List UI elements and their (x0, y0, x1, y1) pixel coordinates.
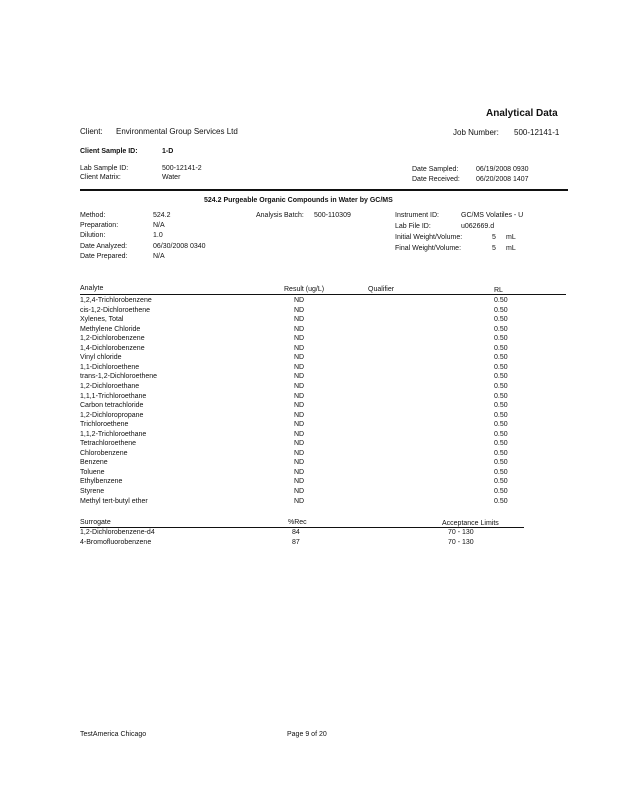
rl-header: RL (494, 287, 503, 294)
qualifier-header: Qualifier (368, 286, 395, 293)
result-cell: ND (294, 363, 305, 371)
table-row (0, 538, 618, 547)
result-cell: ND (294, 392, 305, 400)
date-received-value: 06/20/2008 1407 (476, 176, 529, 183)
table-row (0, 528, 618, 537)
final-weight-value: 5 (492, 245, 496, 252)
rl-cell: 0.50 (494, 449, 508, 457)
date-received-label: Date Received: (412, 176, 460, 183)
analyte-cell: Methylene Chloride (80, 325, 141, 333)
result-cell: ND (294, 468, 305, 476)
result-cell: ND (294, 478, 305, 486)
table-row (0, 458, 618, 467)
final-weight-label: Final Weight/Volume: (395, 245, 462, 252)
rl-cell: 0.50 (494, 497, 508, 505)
analysis-batch-value: 500-110309 (314, 212, 351, 219)
initial-weight-value: 5 (492, 234, 496, 241)
result-cell: ND (294, 440, 305, 448)
result-cell: ND (294, 306, 305, 314)
table-row (0, 344, 618, 353)
rl-cell: 0.50 (494, 421, 508, 429)
analyte-cell: 1,4-Dichlorobenzene (80, 344, 145, 352)
table-row (0, 392, 618, 401)
surrogate-header: Surrogate (80, 519, 111, 526)
result-cell: ND (294, 373, 305, 381)
rl-cell: 0.50 (494, 325, 508, 333)
analyte-cell: Styrene (80, 488, 105, 495)
table-row (0, 449, 618, 458)
rl-cell: 0.50 (494, 335, 508, 343)
table-row (0, 315, 618, 324)
limits-header: Acceptance Limits (442, 520, 499, 527)
rec-header: %Rec (288, 519, 307, 526)
client-label: Client: (80, 127, 103, 136)
analyte-cell: 1,1,2-Trichloroethane (80, 430, 147, 438)
analyte-cell: Toluene (80, 468, 105, 476)
analyte-cell: Methyl tert-butyl ether (80, 497, 148, 505)
final-weight-unit: mL (506, 245, 516, 252)
lab-file-id-label: Lab File ID: (395, 223, 431, 230)
date-prepared-label: Date Prepared: (80, 253, 128, 260)
rl-cell: 0.50 (494, 468, 508, 476)
result-cell: ND (294, 421, 305, 429)
rl-cell: 0.50 (494, 402, 508, 410)
rl-cell: 0.50 (494, 459, 508, 467)
section-title: 524.2 Purgeable Organic Compounds in Water by GC/MS (204, 197, 393, 204)
lab-sample-id-label: Lab Sample ID: (80, 165, 129, 172)
table-row (0, 477, 618, 486)
analyte-header: Analyte (80, 285, 104, 292)
rl-cell: 0.50 (494, 411, 508, 419)
initial-weight-label: Initial Weight/Volume: (395, 234, 463, 241)
client-sample-id-label: Client Sample ID: (80, 148, 138, 155)
table-row (0, 468, 618, 477)
analyte-cell: Benzene (80, 459, 108, 467)
analyte-cell: 1,2-Dichlorobenzene (80, 335, 145, 343)
table-row (0, 430, 618, 439)
result-cell: ND (294, 344, 305, 352)
analyte-cell: cis-1,2-Dichloroethene (80, 306, 151, 314)
analyte-cell: Ethylbenzene (80, 478, 123, 486)
rl-cell: 0.50 (494, 430, 508, 438)
rl-cell: 0.50 (494, 488, 508, 495)
client-value: Environmental Group Services Ltd (116, 127, 238, 136)
rl-cell: 0.50 (494, 440, 508, 448)
header-rule (80, 189, 568, 191)
result-cell: ND (294, 382, 305, 390)
table-row (0, 401, 618, 410)
analyte-cell: Chlorobenzene (80, 449, 128, 457)
date-analyzed-label: Date Analyzed: (80, 243, 128, 250)
table-row (0, 363, 618, 372)
client-matrix-value: Water (162, 174, 181, 181)
footer-page-current: 9 (305, 731, 310, 738)
client-sample-id-value: 1-D (162, 148, 174, 155)
preparation-value: N/A (153, 222, 165, 229)
method-value: 524.2 (153, 212, 171, 219)
analyte-cell: 1,1,1-Trichloroethane (80, 392, 147, 400)
table-row (0, 439, 618, 448)
table-row (0, 372, 618, 381)
table-row (0, 487, 618, 496)
analyte-cell: trans-1,2-Dichloroethene (80, 373, 158, 381)
rl-cell: 0.50 (494, 392, 508, 400)
preparation-label: Preparation: (80, 222, 119, 229)
table-row (0, 497, 618, 506)
rl-cell: 0.50 (494, 354, 508, 362)
job-number-value: 500-12141-1 (514, 128, 560, 137)
analyte-cell: 1,2-Dichloropropane (80, 411, 144, 419)
footer-page-total: 20 (318, 731, 327, 738)
date-sampled-label: Date Sampled: (412, 166, 459, 173)
analyte-cell: Xylenes, Total (80, 316, 124, 324)
table-row (0, 420, 618, 429)
method-label: Method: (80, 212, 106, 219)
report-title: Analytical Data (486, 108, 558, 119)
analyte-cell: 1,2-Dichloroethane (80, 382, 140, 390)
client-matrix-label: Client Matrix: (80, 174, 121, 181)
footer-page-label: Page (287, 731, 304, 738)
result-cell: ND (294, 411, 305, 419)
result-header: Result (ug/L) (284, 286, 325, 293)
limits-cell: 70 - 130 (448, 529, 474, 536)
date-analyzed-value: 06/30/2008 0340 (153, 243, 206, 250)
table-row (0, 325, 618, 334)
analyte-cell: Carbon tetrachloride (80, 402, 144, 410)
table-row (0, 411, 618, 420)
table-row (0, 353, 618, 362)
result-cell: ND (294, 354, 305, 362)
result-cell: ND (294, 488, 305, 495)
dilution-value: 1.0 (153, 232, 163, 239)
analyte-cell: 1,1-Dichloroethene (80, 363, 140, 371)
surrogate-cell: 1,2-Dichlorobenzene-d4 (80, 529, 155, 536)
date-prepared-value: N/A (153, 253, 165, 260)
rec-cell: 84 (292, 529, 300, 536)
result-cell: ND (294, 297, 305, 304)
footer-lab-name: TestAmerica Chicago (80, 731, 147, 738)
rl-cell: 0.50 (494, 373, 508, 381)
result-cell: ND (294, 316, 305, 324)
rl-cell: 0.50 (494, 382, 508, 390)
analyte-cell: 1,2,4-Trichlorobenzene (80, 297, 152, 304)
rl-cell: 0.50 (494, 297, 508, 304)
result-cell: ND (294, 459, 305, 467)
rl-cell: 0.50 (494, 316, 508, 324)
result-cell: ND (294, 325, 305, 333)
result-cell: ND (294, 497, 305, 505)
date-sampled-value: 06/19/2008 0930 (476, 166, 529, 173)
rl-cell: 0.50 (494, 363, 508, 371)
analyte-cell: Trichloroethene (80, 421, 129, 429)
table-row (0, 334, 618, 343)
footer-of-label: of (311, 731, 318, 738)
analysis-batch-label: Analysis Batch: (256, 212, 304, 219)
lab-sample-id-value: 500-12141-2 (162, 165, 202, 172)
footer-page-number (287, 730, 327, 739)
result-cell: ND (294, 430, 305, 438)
results-header-rule (80, 294, 566, 295)
table-row (0, 296, 618, 305)
lab-file-id-value: u062669.d (461, 223, 495, 230)
table-row (0, 306, 618, 315)
job-number-label: Job Number: (453, 128, 499, 137)
analyte-cell: Vinyl chloride (80, 354, 122, 362)
result-cell: ND (294, 335, 305, 343)
rec-cell: 87 (292, 539, 300, 546)
instrument-id-value: GC/MS Volatiles - U (461, 212, 524, 219)
result-cell: ND (294, 449, 305, 457)
instrument-id-label: Instrument ID: (395, 212, 439, 219)
limits-cell: 70 - 130 (448, 539, 474, 546)
rl-cell: 0.50 (494, 478, 508, 486)
rl-cell: 0.50 (494, 344, 508, 352)
rl-cell: 0.50 (494, 306, 508, 314)
surrogate-cell: 4-Bromofluorobenzene (80, 539, 152, 546)
table-row (0, 382, 618, 391)
result-cell: ND (294, 402, 305, 410)
analyte-cell: Tetrachloroethene (80, 440, 137, 448)
initial-weight-unit: mL (506, 234, 516, 241)
dilution-label: Dilution: (80, 232, 106, 239)
